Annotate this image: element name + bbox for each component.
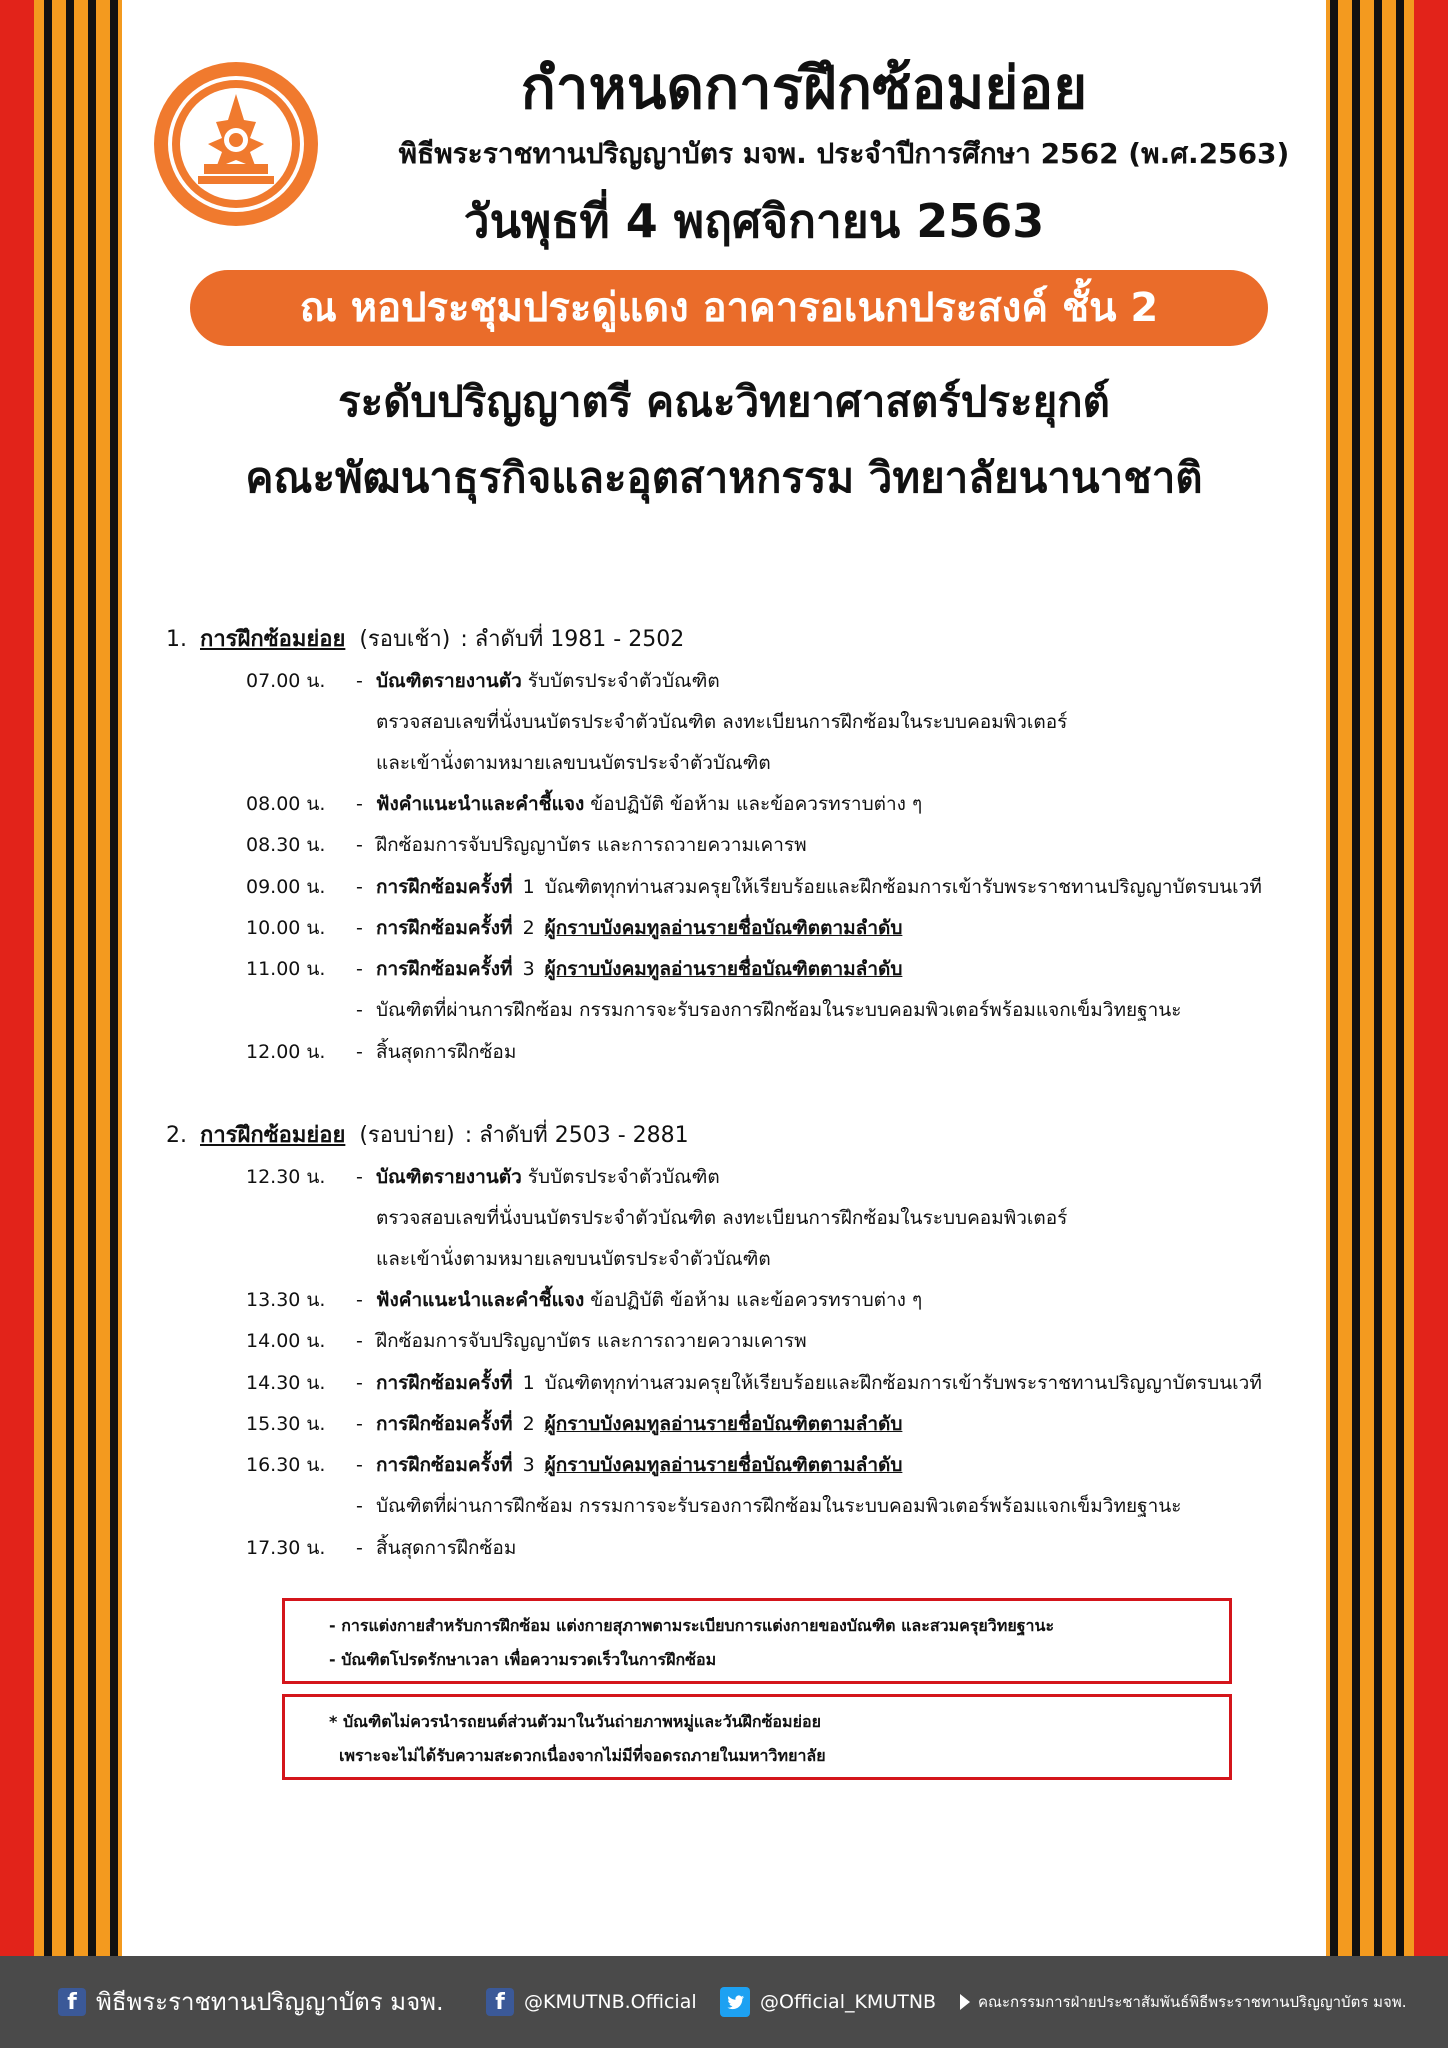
left-stripe-border [0,0,130,1956]
parking-warning-box [282,1694,1232,1780]
note-line: - บัณฑิตโปรดรักษาเวลา เพื่อความรวดเร็วในการฝึกซ้อม [329,1650,717,1669]
degree-level-line-2: คณะพัฒนาธุรกิจและอุตสาหกรรม วิทยาลัยนานาชาติ [245,453,1203,502]
ceremony-subtitle: พิธีพระราชทานปริญญาบัตร มจพ. ประจำปีการศึกษา 2562 (พ.ศ.2563) [398,137,1290,170]
facebook-icon: f [58,1988,86,2016]
note-line: - การแต่งกายสำหรับการฝึกซ้อม แต่งกายสุภาพตามระเบียบการแต่งกายของบัณฑิต และสวมครุยวิทยฐานะ [329,1616,1055,1635]
section-2-heading: 2. การฝึกซ้อมย่อย (รอบบ่าย) : ลำดับที่ 2503 - 2881 [166,1123,689,1148]
degree-level-line-1: ระดับปริญญาตรี คณะวิทยาศาสตร์ประยุกต์ [338,377,1110,426]
play-arrow-icon [960,1994,970,2010]
venue-banner: ณ หอประชุมประดู่แดง อาคารอเนกประสงค์ ชั้น 2 [190,270,1268,346]
dress-code-notes-box [282,1598,1232,1684]
poster-content: กำหนดการฝึกซ้อมย่อย พิธีพระราชทานปริญญาบัตร มจพ. ประจำปีการศึกษา 2562 (พ.ศ.2563) วันพุธที่ 4 พฤศจิกายน 2563 ณ หอประชุมประดู่แดง อาคารอเนกประสงค์ ชั้น 2 ระดับปริญญาตรี คณะวิทยาศาสตร์ประยุกต์ คณะพัฒนาธุรกิจและอุตสาหกรรม วิทยาลัยนานาชาติ 1. การฝึกซ้อมย่อย (รอบเช้า) : ลำดับที่ 1981 - 2502 07.00 น. - บัณฑิตรายงานตัว รับบัตรประจำตัวบัณฑิต ตรวจสอบเลขที่นั่งบนบัตรประจำตัวบัณฑิต ลงทะเบียนการฝึกซ้อมในระบบคอมพิวเตอร์ และเข้านั่งตามหมายเลขบนบัตรประจำตัวบัณฑิต 08.00 น. - ฟังคำแนะนำและคำชี้แจง ข้อปฏิบัติ ข้อห้าม และข้อควรทราบต่าง ๆ 08.30 น. - ฝึกซ้อมการจับปริญญาบัตร และการถวายความเคารพ 09.00 น. - การฝึกซ้อมครั้งที่ 1 บัณฑิตทุกท่านสวมครุยให้เรียบร้อยและฝึกซ้อมการเข้ารับพระราชทานปริญญาบัตรบนเวที 10.00 น. - การฝึกซ้อมครั้งที่ 2 ผู้กราบบังคมทูลอ่านรายชื่อบัณฑิตตามลำดับ 11.00 น. - การฝึกซ้อมครั้งที่ 3 ผู้กราบบังคมทูลอ่านรายชื่อบัณฑิตตามลำดับ - บัณฑิตที่ผ่านการฝึกซ้อม กรรมการจะรับรองการฝึกซ้อมในระบบคอมพิวเตอร์พร้อมแจกเข็มวิทยฐานะ 12.00 น. - สิ้นสุดการฝึกซ้อม 2. การฝึกซ้อมย่อย (รอบบ่าย) : ลำดับที่ 2503 - 2881 12.30 น. - บัณฑิตรายงานตัว รับบัตรประจำตัวบัณฑิต ตรวจสอบเลขที่นั่งบนบัตรประจำตัวบัณฑิต ลงทะเบียนการฝึกซ้อมในระบบคอมพิวเตอร์ และเข้านั่งตามหมายเลขบนบัตรประจำตัวบัณฑิต 13.30 น. - ฟังคำแนะนำและคำชี้แจง ข้อปฏิบัติ ข้อห้าม และข้อควรทราบต่าง ๆ 14.00 น. - ฝึกซ้อมการจับปริญญาบัตร และการถวายความเคารพ 14.30 น. - การฝึกซ้อมครั้งที่ 1 บัณฑิตทุกท่านสวมครุยให้เรียบร้อยและฝึกซ้อมการเข้ารับพระราชทานปริญญาบัตรบนเวที 15.30 น. - การฝึกซ้อมครั้งที่ 2 ผู้กราบบังคมทูลอ่านรายชื่อบัณฑิตตามลำดับ 16.30 น. - การฝึกซ้อมครั้งที่ 3 ผู้กราบบังคมทูลอ่านรายชื่อบัณฑิตตามลำดับ - บัณฑิตที่ผ่านการฝึกซ้อม กรรมการจะรับรองการฝึกซ้อมในระบบคอมพิวเตอร์พร้อมแจกเข็มวิทยฐานะ 17.30 น. - สิ้นสุดการฝึกซ้อม - การแต่งกายสำหรับการฝึกซ้อม แต่งกายสุภาพตามระเบียบการแต่งกายของบัณฑิต และสวมครุยวิทยฐานะ - บัณฑิตโปรดรักษาเวลา เพื่อความรวดเร็วในการฝึกซ้อม * บัณฑิตไม่ควรนำรถยนต์ส่วนตัวมาในวันถ่ายภาพหมู่และวันฝึกซ้อมย่อย เพราะจะไม่ได้รับความสะดวกเนื่องจากไม่มีที่จอดรถภายในมหาวิทยาลัย [130,0,1318,1956]
footer-fb-page-link[interactable]: f พิธีพระราชทานปริญญาบัตร มจพ. [58,1956,444,2048]
facebook-icon: f [486,1988,514,2016]
footer-bar [0,1956,1448,2048]
warning-line: เพราะจะไม่ได้รับความสะดวกเนื่องจากไม่มีที่จอดรถภายในมหาวิทยาลัย [339,1746,826,1765]
footer-twitter-link[interactable]: @Official_KMUTNB [720,1956,936,2048]
footer-committee-credit: คณะกรรมการฝ่ายประชาสัมพันธ์พิธีพระราชทานปริญญาบัตร มจพ. [960,1956,1406,2048]
page-title: กำหนดการฝึกซ้อมย่อย [520,54,1088,122]
warning-line: * บัณฑิตไม่ควรนำรถยนต์ส่วนตัวมาในวันถ่ายภาพหมู่และวันฝึกซ้อมย่อย [329,1712,821,1731]
right-stripe-border [1318,0,1448,1956]
twitter-icon [720,1987,750,2017]
university-seal-logo [152,60,320,228]
section-1-heading: 1. การฝึกซ้อมย่อย (รอบเช้า) : ลำดับที่ 1981 - 2502 [166,627,685,652]
footer-fb-official-link[interactable]: f @KMUTNB.Official [486,1956,697,2048]
event-date: วันพุธที่ 4 พฤศจิกายน 2563 [463,194,1045,248]
